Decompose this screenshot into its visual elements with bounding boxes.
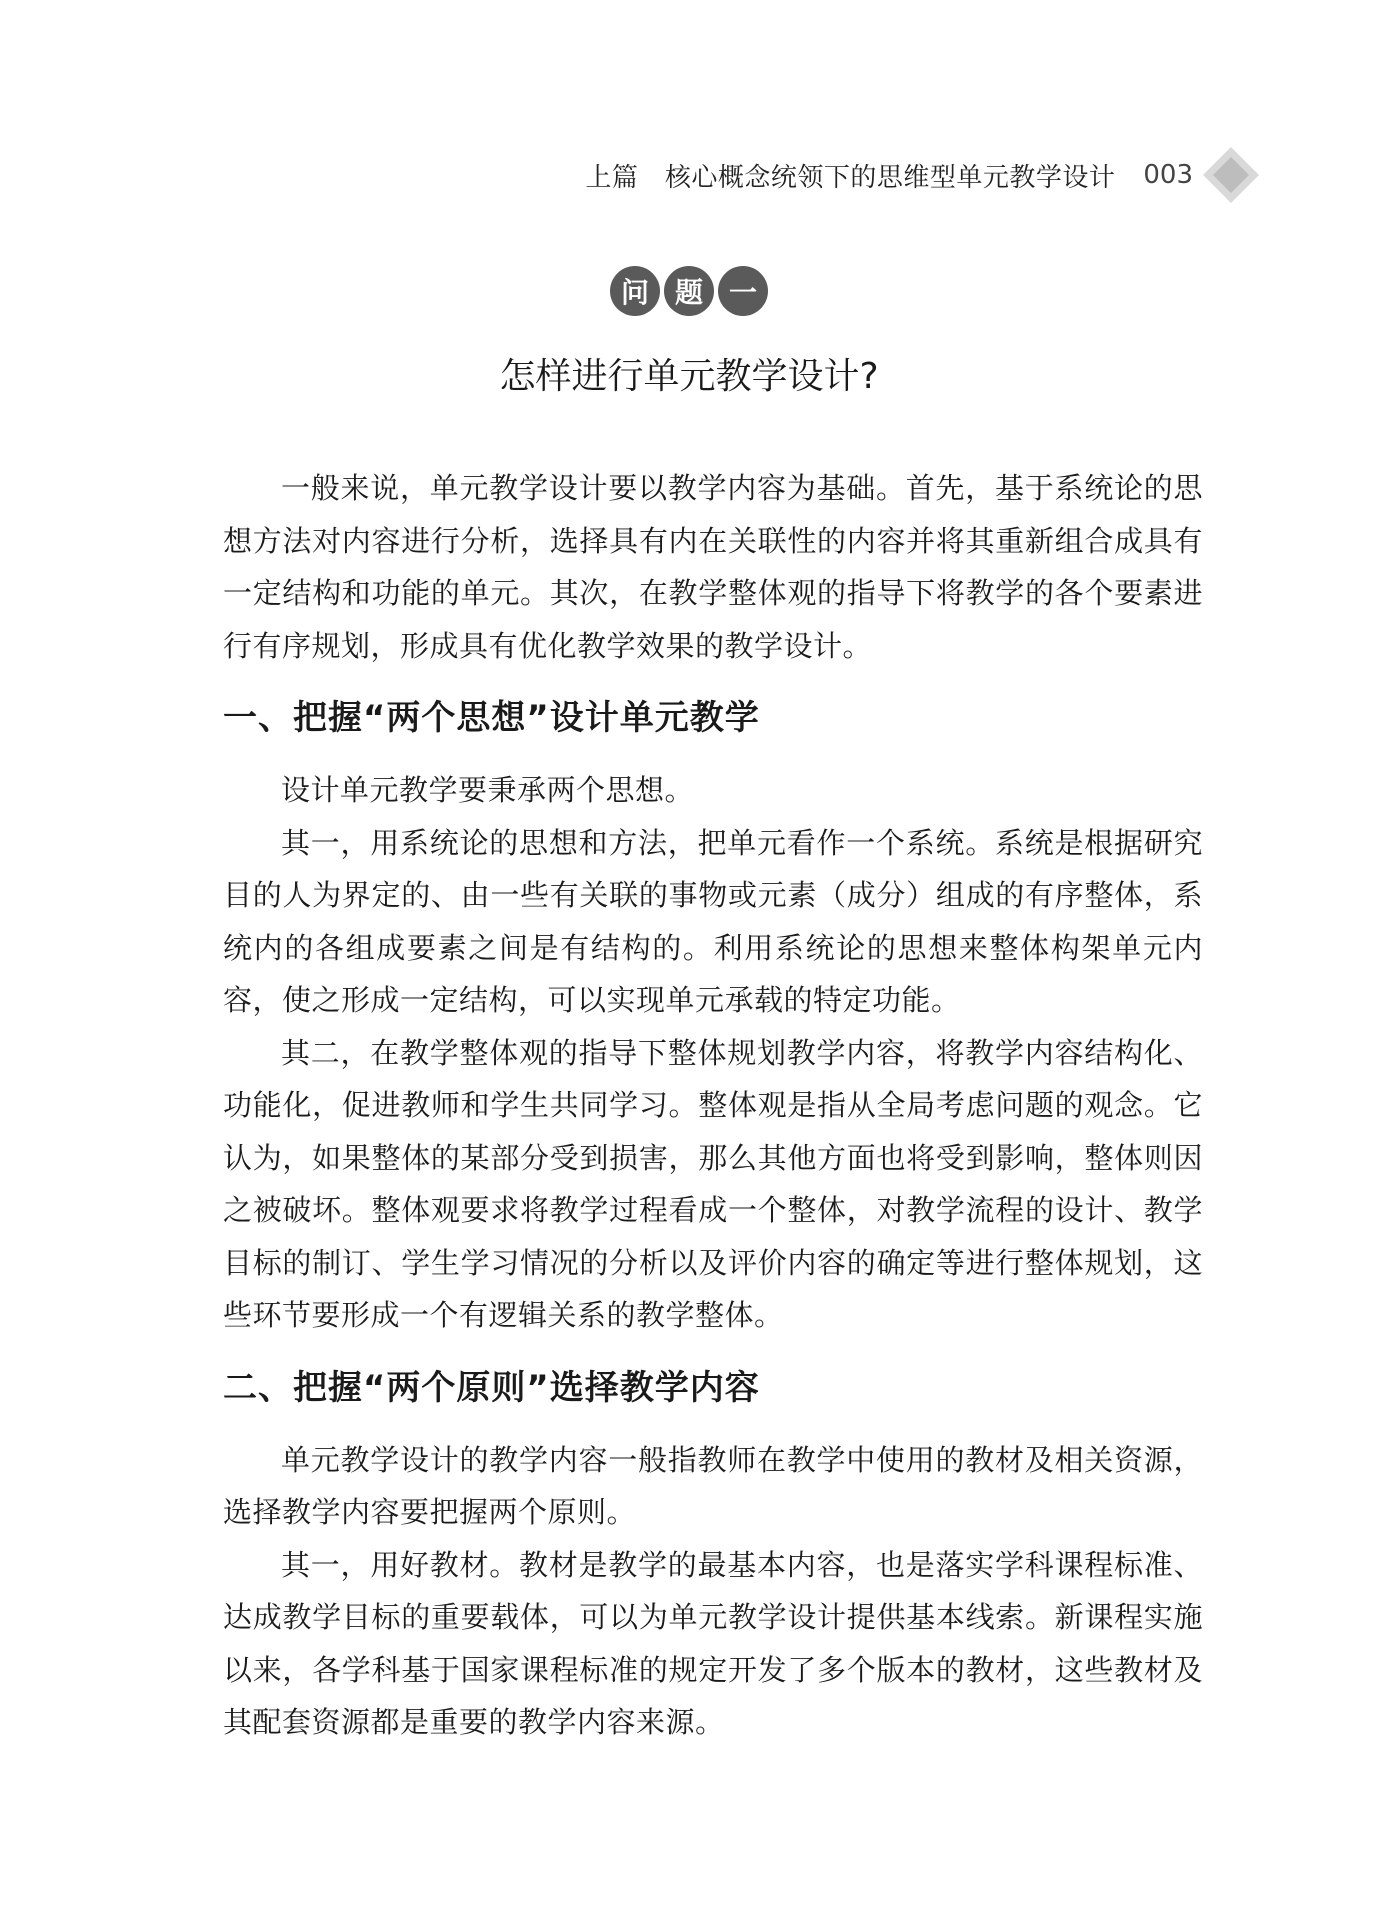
page-number: 003	[1143, 160, 1193, 190]
paragraph: 其一，用系统论的思想和方法，把单元看作一个系统。系统是根据研究目的人为界定的、由一些有关联的事物或元素（成分）组成的有序整体，系统内的各组成要素之间是有结构的。利用系统论的思想来整体构架单元内容，使之形成一定结构，可以实现单元承载的特定功能。	[223, 825, 1203, 1017]
paragraph: 其二，在教学整体观的指导下整体规划教学内容，将教学内容结构化、功能化，促进教师和学生共同学习。整体观是指从全局考虑问题的观念。它认为，如果整体的某部分受到损害，那么其他方面也将受到影响，整体则因之被破坏。整体观要求将教学过程看成一个整体，对教学流程的设计、教学目标的制订、学生学习情况的分析以及评价内容的确定等进行整体规划，这些环节要形成一个有逻辑关系的教学整体。	[223, 1035, 1203, 1332]
question-badge	[0, 266, 1378, 316]
paragraph: 设计单元教学要秉承两个思想。	[281, 773, 695, 807]
badge-char: 问	[610, 266, 660, 316]
running-header-title: 上篇 核心概念统领下的思维型单元教学设计	[585, 162, 1116, 193]
section-heading: 二、把握“两个原则”选择教学内容	[223, 1367, 760, 1408]
paragraph: 单元教学设计的教学内容一般指教师在教学中使用的教材及相关资源，选择教学内容要把握两个原则。	[223, 1442, 1203, 1529]
intro-paragraph: 一般来说，单元教学设计要以教学内容为基础。首先，基于系统论的思想方法对内容进行分析，选择具有内在关联性的内容并将其重新组合成具有一定结构和功能的单元。其次，在教学整体观的指导下将教学的各个要素进行有序规划，形成具有优化教学效果的教学设计。	[223, 471, 1203, 663]
page-title: 怎样进行单元教学设计?	[499, 356, 879, 397]
paragraph: 其一，用好教材。教材是教学的最基本内容，也是落实学科课程标准、达成教学目标的重要载体，可以为单元教学设计提供基本线索。新课程实施以来，各学科基于国家课程标准的规定开发了多个版本的教材，这些教材及其配套资源都是重要的教学内容来源。	[223, 1547, 1203, 1739]
diamond-ornament-icon	[1201, 145, 1261, 205]
section-heading: 一、把握“两个思想”设计单元教学	[223, 698, 760, 738]
running-header	[585, 150, 1261, 200]
body-content	[223, 462, 1203, 1749]
badge-char: 一	[718, 266, 768, 316]
badge-char: 题	[664, 266, 714, 316]
